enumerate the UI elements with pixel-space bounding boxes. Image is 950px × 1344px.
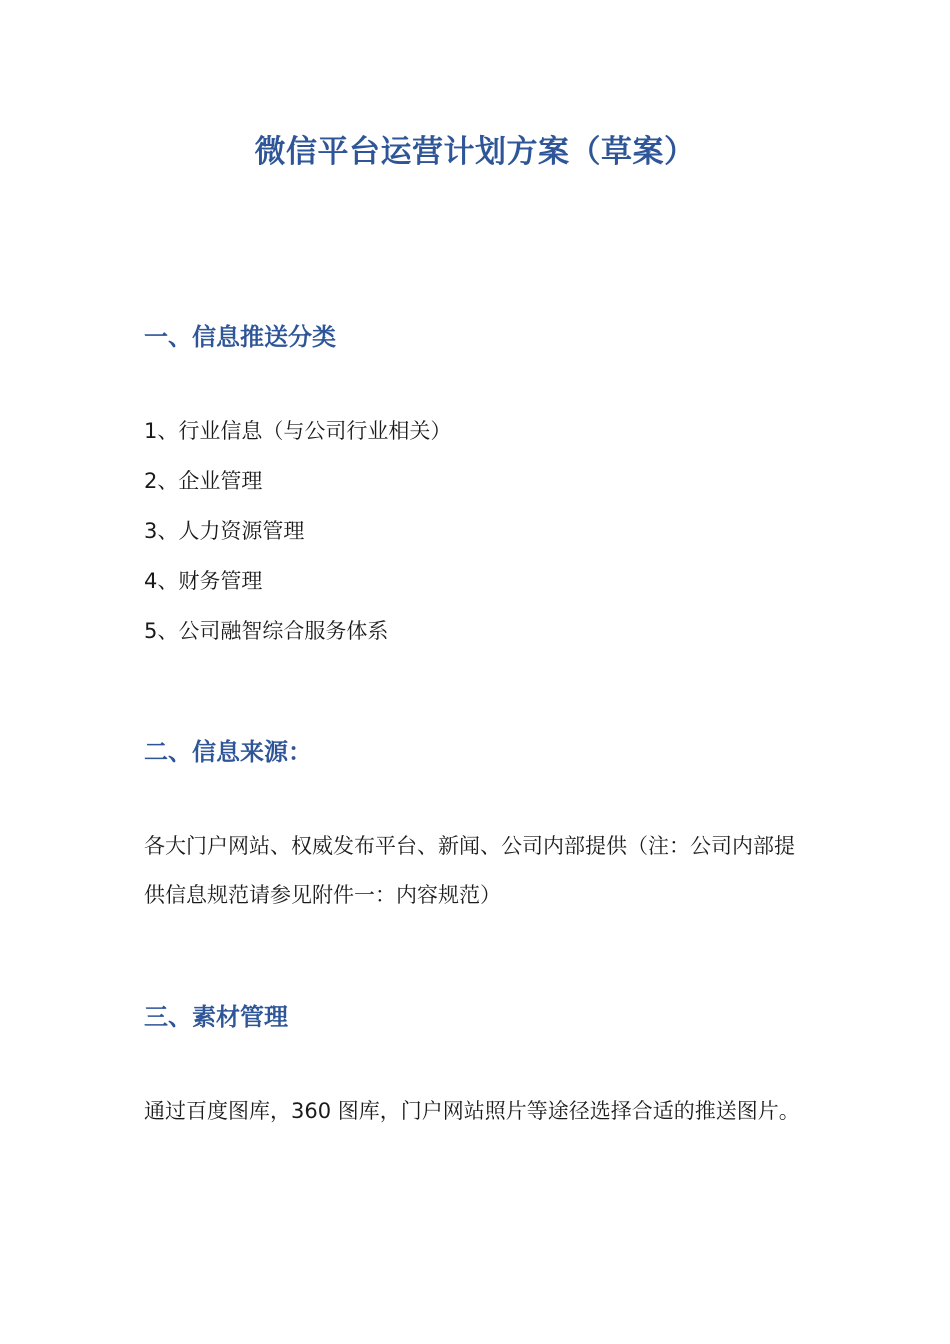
list-item-service-system: 5、公司融智综合服务体系 <box>144 619 389 643</box>
paragraph-line: 供信息规范请参见附件一：内容规范） <box>144 883 501 907</box>
list-item-enterprise-management: 2、企业管理 <box>144 469 263 493</box>
paragraph-line: 各大门户网站、权威发布平台、新闻、公司内部提供（注：公司内部提 <box>144 834 795 858</box>
section-heading-material-management: 三、素材管理 <box>144 1003 288 1031</box>
paragraph-line: 通过百度图库，360 图库，门户网站照片等途径选择合适的推送图片。 <box>144 1099 800 1123</box>
section-heading-info-source: 二、信息来源： <box>144 738 312 766</box>
list-item-industry-info: 1、行业信息（与公司行业相关） <box>144 419 452 443</box>
list-item-finance-management: 4、财务管理 <box>144 569 263 593</box>
section-heading-push-categories: 一、信息推送分类 <box>144 323 336 351</box>
document-title: 微信平台运营计划方案（草案） <box>254 134 696 170</box>
list-item-hr-management: 3、人力资源管理 <box>144 519 305 543</box>
